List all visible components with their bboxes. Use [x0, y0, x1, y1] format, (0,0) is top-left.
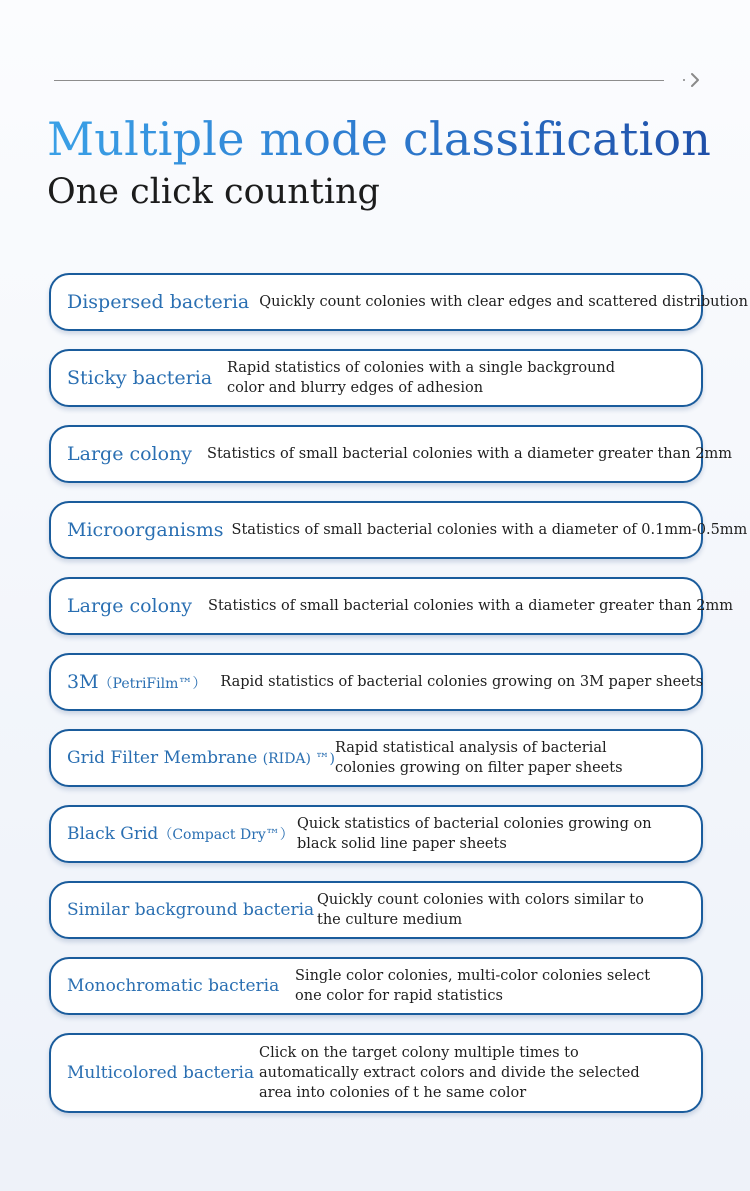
mode-name: Sticky bacteria [67, 367, 213, 389]
mode-name: Microorganisms [67, 519, 224, 541]
mode-card-sticky-bacteria[interactable] [49, 349, 703, 407]
mode-description: Quick statistics of bacterial colonies growing on black solid line paper sheets [297, 816, 652, 852]
mode-card-monochromatic-bacteria[interactable] [49, 957, 703, 1015]
top-divider [54, 80, 664, 81]
mode-card-grid-filter-membrane[interactable] [49, 729, 703, 787]
mode-name: Black Grid（Compact Dry™） [67, 824, 294, 844]
mode-name: Multicolored bacteria [67, 1063, 255, 1083]
page-title: Multiple mode classification [47, 112, 712, 166]
mode-description: Click on the target colony multiple times to automatically extract colors and divide the selected area into colonies of t he same color [259, 1045, 640, 1101]
mode-description: Rapid statistics of colonies with a single background color and blurry edges of adhesion [227, 360, 616, 396]
mode-description: Single color colonies, multi-color colonies select one color for rapid statistics [295, 968, 651, 1004]
mode-description: Rapid statistics of bacterial colonies growing on 3M paper sheets [220, 674, 704, 690]
mode-description: Quickly count colonies with clear edges and scattered distribution [259, 294, 749, 310]
mode-card-black-grid[interactable] [49, 805, 703, 863]
mode-name: Large colony [67, 595, 193, 617]
double-chevron-right-icon[interactable] [681, 70, 703, 90]
mode-name: Similar background bacteria [67, 900, 315, 920]
mode-card-3m-petrifilm[interactable] [49, 653, 703, 711]
mode-card-large-colony-2[interactable] [49, 577, 733, 635]
mode-description: Quickly count colonies with colors similar to the culture medium [317, 892, 644, 928]
mode-card-multicolored-bacteria[interactable] [49, 1033, 703, 1113]
mode-card-microorganisms[interactable] [49, 501, 748, 559]
mode-name: Monochromatic bacteria [67, 976, 280, 996]
mode-card-large-colony[interactable] [49, 425, 732, 483]
mode-card-similar-background-bacteria[interactable] [49, 881, 703, 939]
mode-name: Dispersed bacteria [67, 291, 250, 313]
mode-description: Rapid statistical analysis of bacterial colonies growing on filter paper sheets [335, 740, 623, 776]
mode-description: Statistics of small bacterial colonies with a diameter of 0.1mm-0.5mm [231, 522, 748, 538]
mode-description: Statistics of small bacterial colonies with a diameter greater than 2mm [207, 446, 732, 462]
mode-name: Large colony [67, 443, 193, 465]
page-subtitle: One click counting [47, 172, 380, 212]
mode-name: 3M（PetriFilm™） [67, 671, 207, 693]
mode-description: Statistics of small bacterial colonies with a diameter greater than 2mm [208, 598, 733, 614]
mode-list [49, 273, 749, 1113]
mode-name: Grid Filter Membrane (RIDA) ™) [67, 748, 335, 768]
mode-card-dispersed-bacteria[interactable] [49, 273, 749, 331]
